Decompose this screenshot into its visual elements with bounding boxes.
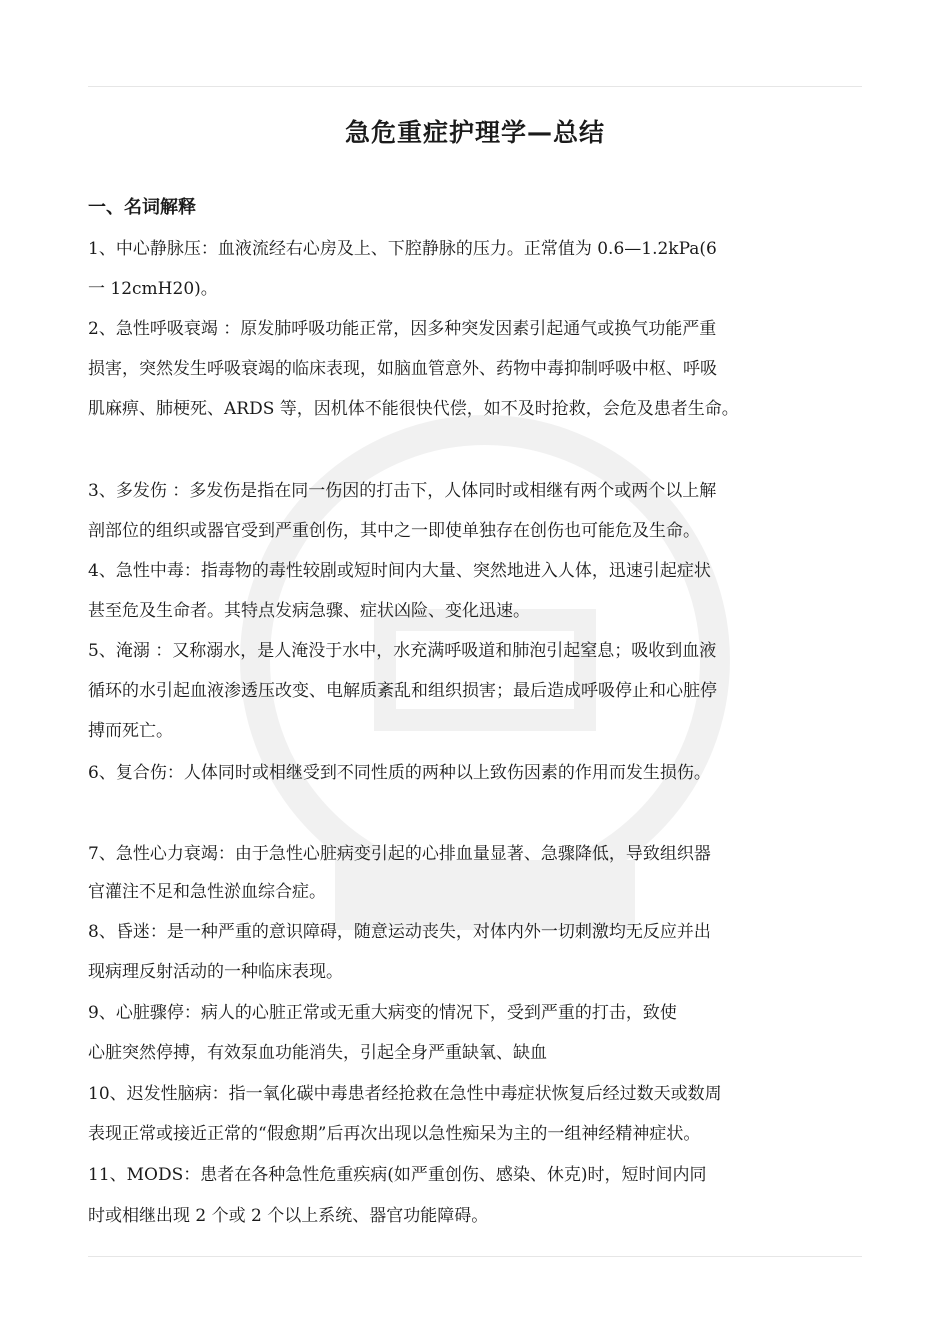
- text-line: 心脏突然停搏，有效泵血功能消失，引起全身严重缺氧、缺血: [88, 1043, 547, 1063]
- text-line: 8、昏迷：是一种严重的意识障碍，随意运动丧失，对体内外一切刺激均无反应并出: [88, 922, 711, 942]
- text-line: 肌麻痹、肺梗死、ARDS 等，因机体不能很快代偿，如不及时抢救，会危及患者生命。: [88, 399, 739, 419]
- text-line: 2、急性呼吸衰竭 ：原发肺呼吸功能正常，因多种突发因素引起通气或换气功能严重: [88, 319, 717, 339]
- text-line: 表现正常或接近正常的“假愈期”后再次出现以急性痴呆为主的一组神经精神症状。: [88, 1124, 701, 1144]
- text-line: 6、复合伤：人体同时或相继受到不同性质的两种以上致伤因素的作用而发生损伤。: [88, 763, 711, 783]
- text-line: 9、心脏骤停：病人的心脏正常或无重大病变的情况下，受到严重的打击，致使: [88, 1003, 677, 1023]
- section-heading: 一、名词解释: [88, 197, 196, 218]
- text-line: 7、急性心力衰竭：由于急性心脏病变引起的心排血量显著、急骤降低，导致组织器: [88, 844, 711, 864]
- text-line: 时或相继出现 2 个或 2 个以上系统、器官功能障碍。: [88, 1206, 489, 1226]
- text-line: 现病理反射活动的一种临床表现。: [88, 962, 343, 982]
- text-line: 4、急性中毒：指毒物的毒性较剧或短时间内大量、突然地进入人体，迅速引起症状: [88, 561, 711, 581]
- text-line: 1、中心静脉压：血液流经右心房及上、下腔静脉的压力。正常值为 0.6—1.2kPa(6: [88, 239, 717, 259]
- text-line: 剖部位的组织或器官受到严重创伤，其中之一即使单独存在创伤也可能危及生命。: [88, 521, 700, 541]
- bottom-divider: [88, 1256, 862, 1257]
- top-divider: [88, 86, 862, 87]
- text-line: 3、多发伤 ：多发伤是指在同一伤因的打击下，人体同时或相继有两个或两个以上解: [88, 481, 717, 501]
- page-title: 急危重症护理学—总结: [344, 118, 605, 147]
- text-line: 10、迟发性脑病：指一氧化碳中毒患者经抢救在急性中毒症状恢复后经过数天或数周: [88, 1084, 722, 1104]
- text-line: 一 12cmH20)。: [88, 279, 218, 299]
- text-line: 搏而死亡。: [88, 721, 173, 741]
- text-line: 损害，突然发生呼吸衰竭的临床表现，如脑血管意外、药物中毒抑制呼吸中枢、呼吸: [88, 359, 717, 379]
- text-line: 官灌注不足和急性淤血综合症。: [88, 882, 326, 902]
- text-line: 5、淹溺 ：又称溺水，是人淹没于水中，水充满呼吸道和肺泡引起窒息；吸收到血液: [88, 641, 717, 661]
- text-line: 甚至危及生命者。其特点发病急骤、症状凶险、变化迅速。: [88, 601, 530, 621]
- text-line: 循环的水引起血液渗透压改变、电解质紊乱和组织损害；最后造成呼吸停止和心脏停: [88, 681, 717, 701]
- text-line: 11、MODS：患者在各种急性危重疾病(如严重创伤、感染、休克)时，短时间内同: [88, 1165, 707, 1185]
